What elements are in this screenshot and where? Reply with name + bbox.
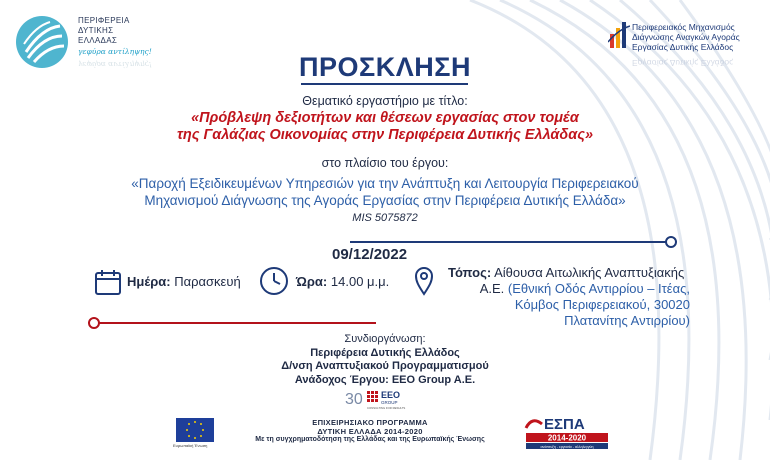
coorganization-separator-dot — [88, 317, 100, 329]
location-label: Τόπος: — [448, 265, 492, 280]
eu-flag-logo — [172, 416, 224, 448]
mechanism-chart-icon — [608, 20, 630, 50]
program-line: ΕΠΙΧΕΙΡΗΣΙΑΚΟ ΠΡΟΓΡΑΜΜΑ — [312, 418, 428, 427]
workshop-title-line: της Γαλάζιας Οικονομίας στην Περιφέρεια Δυτικής Ελλάδας» — [176, 127, 594, 143]
mechanism-logo-text: Περιφερειακός Μηχανισμός Διάγνωσης Αναγκών Αγοράς Εργασίας Δυτικής Ελλάδος — [632, 22, 740, 52]
event-location-address — [430, 281, 690, 329]
espa-logo — [524, 414, 610, 450]
espa-years: 2014-2020 — [547, 433, 587, 443]
eeo-tagline: CONSULTING FOR RESULTS — [367, 406, 406, 410]
clock-icon — [259, 266, 289, 296]
coorganizer: Δ/νση Αναπτυξιακού Προγραμματισμού — [281, 360, 489, 372]
location-line: Πλατανίτης Αντιρρίου) — [564, 313, 690, 328]
coorganizer: Περιφέρεια Δυτικής Ελλάδος — [310, 346, 460, 359]
day-label: Ημέρα: — [127, 274, 171, 289]
title-underline — [301, 83, 468, 85]
context-label: στο πλαίσιο του έργου: — [321, 156, 449, 170]
cofinance-line: Με τη συγχρηματοδότηση της Ελλάδας και της Ευρωπαϊκής Ένωσης — [255, 436, 485, 443]
espa-name: ΕΣΠΑ — [544, 416, 585, 433]
event-day — [127, 274, 241, 289]
location-line: (Εθνική Οδός Αντιρρίου – Ιτέας, — [507, 281, 690, 296]
region-logo-text: ΠΕΡΙΦΕΡΕΙΑ ΔΥΤΙΚΗΣ ΕΛΛΑΔΑΣ — [78, 16, 130, 45]
location-line: Α.Ε. — [479, 281, 505, 296]
workshop-title-line: «Πρόβλεψη δεξιοτήτων και θέσεων εργασίας στον τομέα — [191, 110, 579, 126]
eeo-years: 30 — [345, 391, 363, 408]
program-line: ΔΥΤΙΚΗ ΕΛΛΑΔΑ 2014-2020 — [317, 426, 423, 436]
region-slogan-reflection: γεφύρα αντίληψης! — [78, 60, 152, 69]
time-value: 14.00 μ.μ. — [330, 274, 390, 289]
event-time — [296, 274, 389, 289]
coorganization-separator-line — [94, 322, 376, 324]
coorganization-block — [0, 333, 770, 387]
calendar-icon — [94, 268, 122, 296]
workshop-subtitle: Θεματικό εργαστήριο με τίτλο: — [302, 94, 468, 108]
project-title-line: Μηχανισμού Διάγνωσης της Αγοράς Εργασίας στην Περιφέρεια Δυτικής Ελλάδα» — [144, 193, 626, 208]
location-line: Αίθουσα Αιτωλικής Αναπτυξιακής — [494, 265, 685, 280]
coorganization-label: Συνδιοργάνωση: — [344, 333, 426, 345]
event-date: 09/12/2022 — [332, 246, 408, 263]
eeo-name: EEO — [381, 390, 401, 400]
espa-tagline: ανάπτυξη - εργασία - αλληλεγγύη — [540, 444, 594, 449]
eu-caption: Ευρωπαϊκή Ένωση — [173, 443, 208, 448]
eeo-sub: GROUP — [381, 400, 398, 405]
mis-code: MIS 5075872 — [352, 212, 418, 224]
eeo-group-logo — [345, 387, 425, 411]
time-label: Ώρα: — [296, 274, 328, 289]
location-line: Κόμβος Περιφερειακού, 30020 — [514, 297, 690, 312]
workshop-title — [0, 110, 770, 144]
day-value: Παρασκευή — [174, 274, 241, 289]
coorganizer: Ανάδοχος Έργου: EEO Group A.E. — [294, 373, 476, 386]
invitation-title: ΠΡΟΣΚΛΗΣΗ — [299, 52, 471, 82]
operational-programme-text — [220, 419, 520, 445]
date-separator-dot — [665, 236, 677, 248]
date-separator-line — [350, 241, 670, 243]
project-title-line: «Παροχή Εξειδικευμένων Υπηρεσιών για την Ανάπτυξη και Λειτουργία Περιφερειακού — [131, 176, 639, 191]
region-slogan: γεφύρα αντίληψης! — [78, 47, 152, 56]
event-location-title — [448, 265, 684, 280]
project-title — [0, 175, 770, 209]
mechanism-logo-reflection: Εργασίας Δυτικής Ελλάδος — [632, 58, 734, 68]
